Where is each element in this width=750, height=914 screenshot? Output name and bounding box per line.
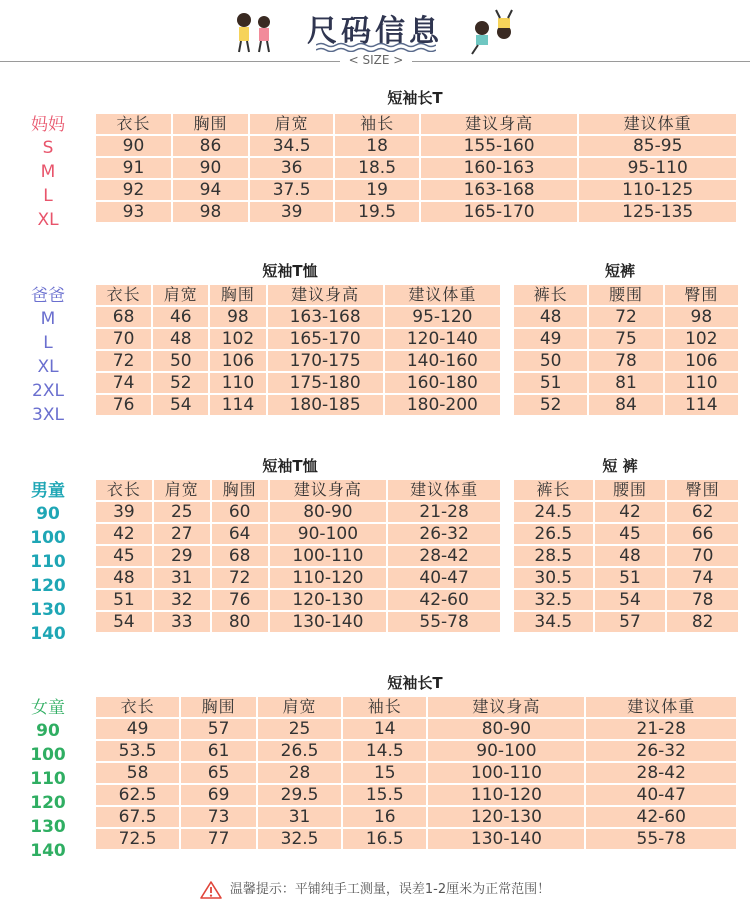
table-cell: 48 bbox=[595, 546, 666, 566]
column-header: 衣长 bbox=[96, 697, 179, 717]
girl-size-table bbox=[94, 695, 738, 851]
table-cell: 53.5 bbox=[96, 741, 179, 761]
table-cell: 95-120 bbox=[385, 307, 500, 327]
column-header: 袖长 bbox=[335, 114, 418, 134]
size-label: 100 bbox=[30, 745, 66, 765]
table-cell: 28.5 bbox=[514, 546, 593, 566]
table-cell: 42-60 bbox=[586, 807, 736, 827]
table-cell: 100-110 bbox=[428, 763, 584, 783]
table-cell: 34.5 bbox=[250, 136, 333, 156]
table-cell: 18 bbox=[335, 136, 418, 156]
table-cell: 65 bbox=[181, 763, 256, 783]
header-rule-left bbox=[0, 61, 340, 62]
dad-label: 爸爸 bbox=[31, 286, 65, 306]
table-row bbox=[96, 546, 500, 566]
table-cell: 106 bbox=[665, 351, 738, 371]
table-cell: 26-32 bbox=[586, 741, 736, 761]
table-cell: 54 bbox=[153, 395, 208, 415]
mom-label: 妈妈 bbox=[31, 115, 65, 135]
size-label: L bbox=[43, 186, 53, 206]
table-cell: 85-95 bbox=[579, 136, 736, 156]
table-row bbox=[514, 524, 738, 544]
table-cell: 61 bbox=[181, 741, 256, 761]
table-cell: 76 bbox=[96, 395, 151, 415]
table-row bbox=[96, 829, 736, 849]
table-cell: 90-100 bbox=[270, 524, 387, 544]
table-row bbox=[96, 351, 500, 371]
table-row bbox=[96, 307, 500, 327]
dad-pants-caption: 短裤 bbox=[604, 262, 635, 280]
dad-top-caption: 短袖T恤 bbox=[262, 262, 318, 280]
table-cell: 91 bbox=[96, 158, 171, 178]
table-cell: 28-42 bbox=[586, 763, 736, 783]
table-cell: 175-180 bbox=[268, 373, 383, 393]
table-cell: 42 bbox=[96, 524, 152, 544]
table-row bbox=[96, 395, 500, 415]
table-cell: 66 bbox=[667, 524, 738, 544]
table-row bbox=[514, 307, 738, 327]
table-cell: 180-200 bbox=[385, 395, 500, 415]
table-row bbox=[96, 807, 736, 827]
table-cell: 106 bbox=[210, 351, 265, 371]
column-header: 臀围 bbox=[667, 480, 738, 500]
table-row bbox=[96, 612, 500, 632]
size-label: 90 bbox=[36, 504, 60, 524]
table-row bbox=[514, 546, 738, 566]
table-cell: 81 bbox=[589, 373, 662, 393]
table-row bbox=[96, 202, 736, 222]
size-label: 130 bbox=[30, 817, 66, 837]
table-cell: 55-78 bbox=[388, 612, 500, 632]
table-cell: 163-168 bbox=[421, 180, 578, 200]
mom-caption: 短袖长T bbox=[387, 89, 443, 107]
table-row bbox=[514, 373, 738, 393]
table-cell: 31 bbox=[258, 807, 341, 827]
table-cell: 70 bbox=[667, 546, 738, 566]
table-cell: 45 bbox=[96, 546, 152, 566]
table-cell: 15 bbox=[343, 763, 426, 783]
table-cell: 49 bbox=[514, 329, 587, 349]
column-header: 肩宽 bbox=[258, 697, 341, 717]
table-cell: 130-140 bbox=[270, 612, 387, 632]
column-header: 臀围 bbox=[665, 285, 738, 305]
table-cell: 90 bbox=[96, 136, 171, 156]
table-cell: 46 bbox=[153, 307, 208, 327]
size-label: M bbox=[40, 162, 56, 182]
table-cell: 29 bbox=[154, 546, 210, 566]
table-cell: 26-32 bbox=[388, 524, 500, 544]
table-cell: 69 bbox=[181, 785, 256, 805]
table-row bbox=[514, 329, 738, 349]
table-header-row bbox=[96, 697, 736, 717]
table-cell: 95-110 bbox=[579, 158, 736, 178]
table-cell: 98 bbox=[210, 307, 265, 327]
table-cell: 165-170 bbox=[421, 202, 578, 222]
table-cell: 70 bbox=[96, 329, 151, 349]
table-cell: 100-110 bbox=[270, 546, 387, 566]
table-cell: 36 bbox=[250, 158, 333, 178]
table-cell: 24.5 bbox=[514, 502, 593, 522]
table-cell: 98 bbox=[173, 202, 248, 222]
table-cell: 28 bbox=[258, 763, 341, 783]
size-label: L bbox=[43, 333, 53, 353]
table-cell: 90-100 bbox=[428, 741, 584, 761]
table-header-row bbox=[96, 285, 500, 305]
table-cell: 92 bbox=[96, 180, 171, 200]
table-cell: 52 bbox=[153, 373, 208, 393]
table-cell: 98 bbox=[665, 307, 738, 327]
table-cell: 33 bbox=[154, 612, 210, 632]
size-label: 2XL bbox=[32, 381, 64, 401]
size-label: 120 bbox=[30, 793, 66, 813]
table-cell: 39 bbox=[96, 502, 152, 522]
table-row bbox=[96, 590, 500, 610]
table-cell: 110 bbox=[665, 373, 738, 393]
table-cell: 74 bbox=[667, 568, 738, 588]
table-cell: 37.5 bbox=[250, 180, 333, 200]
column-header: 肩宽 bbox=[153, 285, 208, 305]
table-row bbox=[514, 612, 738, 632]
table-row bbox=[96, 158, 736, 178]
size-tag: < SIZE > bbox=[348, 53, 404, 67]
table-row bbox=[96, 136, 736, 156]
size-label: S bbox=[42, 138, 54, 158]
table-cell: 120-140 bbox=[385, 329, 500, 349]
column-header: 胸围 bbox=[210, 285, 265, 305]
dad-top-table bbox=[94, 283, 502, 417]
wave-decoration-icon bbox=[316, 42, 436, 52]
table-header-row bbox=[96, 114, 736, 134]
table-cell: 48 bbox=[514, 307, 587, 327]
table-cell: 29.5 bbox=[258, 785, 341, 805]
table-cell: 54 bbox=[595, 590, 666, 610]
table-cell: 30.5 bbox=[514, 568, 593, 588]
table-cell: 130-140 bbox=[428, 829, 584, 849]
column-header: 建议体重 bbox=[586, 697, 736, 717]
note-text: 温馨提示：平铺纯手工测量，误差1-2厘米为正常范围！ bbox=[229, 882, 551, 897]
column-header: 胸围 bbox=[181, 697, 256, 717]
table-cell: 72 bbox=[589, 307, 662, 327]
size-label: 110 bbox=[30, 552, 66, 572]
table-cell: 54 bbox=[96, 612, 152, 632]
table-cell: 48 bbox=[96, 568, 152, 588]
table-cell: 19.5 bbox=[335, 202, 418, 222]
table-cell: 21-28 bbox=[388, 502, 500, 522]
table-cell: 45 bbox=[595, 524, 666, 544]
boy-pants-table bbox=[512, 478, 740, 634]
table-cell: 120-130 bbox=[270, 590, 387, 610]
column-header: 裤长 bbox=[514, 285, 587, 305]
table-cell: 114 bbox=[210, 395, 265, 415]
table-cell: 62 bbox=[667, 502, 738, 522]
column-header: 腰围 bbox=[589, 285, 662, 305]
column-header: 胸围 bbox=[173, 114, 248, 134]
column-header: 肩宽 bbox=[250, 114, 333, 134]
table-row bbox=[96, 741, 736, 761]
table-header-row bbox=[514, 480, 738, 500]
table-cell: 72 bbox=[212, 568, 268, 588]
column-header: 建议身高 bbox=[428, 697, 584, 717]
table-cell: 180-185 bbox=[268, 395, 383, 415]
table-cell: 80-90 bbox=[270, 502, 387, 522]
table-cell: 102 bbox=[665, 329, 738, 349]
size-label: 140 bbox=[30, 624, 66, 644]
table-cell: 64 bbox=[212, 524, 268, 544]
size-label: 3XL bbox=[32, 405, 64, 425]
table-row bbox=[96, 329, 500, 349]
table-cell: 51 bbox=[96, 590, 152, 610]
table-cell: 52 bbox=[514, 395, 587, 415]
table-cell: 102 bbox=[210, 329, 265, 349]
size-label: 90 bbox=[36, 721, 60, 741]
table-cell: 16 bbox=[343, 807, 426, 827]
table-cell: 39 bbox=[250, 202, 333, 222]
table-cell: 42-60 bbox=[388, 590, 500, 610]
table-cell: 32.5 bbox=[258, 829, 341, 849]
table-cell: 26.5 bbox=[514, 524, 593, 544]
size-label: 140 bbox=[30, 841, 66, 861]
table-cell: 42 bbox=[595, 502, 666, 522]
table-row bbox=[514, 502, 738, 522]
table-cell: 32.5 bbox=[514, 590, 593, 610]
table-row bbox=[96, 763, 736, 783]
column-header: 建议身高 bbox=[421, 114, 578, 134]
table-cell: 50 bbox=[153, 351, 208, 371]
table-cell: 74 bbox=[96, 373, 151, 393]
table-cell: 140-160 bbox=[385, 351, 500, 371]
size-label: 130 bbox=[30, 600, 66, 620]
mom-size-table bbox=[94, 112, 738, 224]
table-cell: 55-78 bbox=[586, 829, 736, 849]
table-cell: 26.5 bbox=[258, 741, 341, 761]
column-header: 建议体重 bbox=[579, 114, 736, 134]
table-row bbox=[96, 524, 500, 544]
column-header: 建议体重 bbox=[388, 480, 500, 500]
table-cell: 40-47 bbox=[388, 568, 500, 588]
table-cell: 34.5 bbox=[514, 612, 593, 632]
table-cell: 68 bbox=[212, 546, 268, 566]
table-cell: 67.5 bbox=[96, 807, 179, 827]
table-cell: 110-120 bbox=[428, 785, 584, 805]
size-label: 100 bbox=[30, 528, 66, 548]
girl-label: 女童 bbox=[31, 698, 65, 718]
header-rule-right bbox=[412, 61, 750, 62]
table-cell: 94 bbox=[173, 180, 248, 200]
table-cell: 76 bbox=[212, 590, 268, 610]
table-cell: 77 bbox=[181, 829, 256, 849]
table-cell: 160-163 bbox=[421, 158, 578, 178]
column-header: 袖长 bbox=[343, 697, 426, 717]
table-header-row bbox=[514, 285, 738, 305]
table-cell: 48 bbox=[153, 329, 208, 349]
table-cell: 80 bbox=[212, 612, 268, 632]
table-row bbox=[96, 180, 736, 200]
table-cell: 16.5 bbox=[343, 829, 426, 849]
table-cell: 51 bbox=[514, 373, 587, 393]
table-cell: 14 bbox=[343, 719, 426, 739]
size-label: M bbox=[40, 309, 56, 329]
table-cell: 19 bbox=[335, 180, 418, 200]
size-label: 110 bbox=[30, 769, 66, 789]
table-cell: 73 bbox=[181, 807, 256, 827]
table-cell: 31 bbox=[154, 568, 210, 588]
table-cell: 90 bbox=[173, 158, 248, 178]
column-header: 衣长 bbox=[96, 480, 152, 500]
table-cell: 58 bbox=[96, 763, 179, 783]
table-cell: 86 bbox=[173, 136, 248, 156]
table-row bbox=[96, 568, 500, 588]
table-row bbox=[514, 568, 738, 588]
table-cell: 62.5 bbox=[96, 785, 179, 805]
column-header: 裤长 bbox=[514, 480, 593, 500]
column-header: 建议身高 bbox=[270, 480, 387, 500]
table-cell: 32 bbox=[154, 590, 210, 610]
table-cell: 165-170 bbox=[268, 329, 383, 349]
size-label: 120 bbox=[30, 576, 66, 596]
size-label: XL bbox=[37, 357, 59, 377]
table-cell: 57 bbox=[181, 719, 256, 739]
boy-pants-caption: 短 裤 bbox=[602, 457, 638, 475]
table-cell: 72 bbox=[96, 351, 151, 371]
table-cell: 82 bbox=[667, 612, 738, 632]
table-cell: 75 bbox=[589, 329, 662, 349]
table-row bbox=[96, 719, 736, 739]
warning-icon bbox=[200, 881, 222, 899]
dad-pants-table bbox=[512, 283, 740, 417]
column-header: 建议身高 bbox=[268, 285, 383, 305]
table-cell: 14.5 bbox=[343, 741, 426, 761]
table-cell: 15.5 bbox=[343, 785, 426, 805]
girl-caption: 短袖长T bbox=[387, 674, 443, 692]
table-cell: 72.5 bbox=[96, 829, 179, 849]
column-header: 胸围 bbox=[212, 480, 268, 500]
table-cell: 120-130 bbox=[428, 807, 584, 827]
table-cell: 49 bbox=[96, 719, 179, 739]
table-cell: 25 bbox=[154, 502, 210, 522]
table-cell: 155-160 bbox=[421, 136, 578, 156]
table-cell: 114 bbox=[665, 395, 738, 415]
column-header: 肩宽 bbox=[154, 480, 210, 500]
table-row bbox=[96, 502, 500, 522]
size-label: XL bbox=[37, 210, 59, 230]
column-header: 衣长 bbox=[96, 285, 151, 305]
measurement-note bbox=[0, 878, 750, 899]
table-cell: 110-125 bbox=[579, 180, 736, 200]
table-cell: 163-168 bbox=[268, 307, 383, 327]
table-cell: 125-135 bbox=[579, 202, 736, 222]
boy-label: 男童 bbox=[31, 481, 65, 501]
kids-illustration-right-icon bbox=[468, 8, 518, 56]
table-cell: 60 bbox=[212, 502, 268, 522]
table-cell: 110-120 bbox=[270, 568, 387, 588]
table-row bbox=[514, 351, 738, 371]
table-cell: 170-175 bbox=[268, 351, 383, 371]
table-cell: 18.5 bbox=[335, 158, 418, 178]
table-cell: 25 bbox=[258, 719, 341, 739]
table-cell: 28-42 bbox=[388, 546, 500, 566]
table-cell: 78 bbox=[667, 590, 738, 610]
table-cell: 50 bbox=[514, 351, 587, 371]
table-row bbox=[514, 590, 738, 610]
table-cell: 110 bbox=[210, 373, 265, 393]
table-cell: 84 bbox=[589, 395, 662, 415]
table-cell: 160-180 bbox=[385, 373, 500, 393]
column-header: 腰围 bbox=[595, 480, 666, 500]
table-cell: 21-28 bbox=[586, 719, 736, 739]
table-row bbox=[96, 785, 736, 805]
boy-top-table bbox=[94, 478, 502, 634]
table-cell: 51 bbox=[595, 568, 666, 588]
column-header: 衣长 bbox=[96, 114, 171, 134]
table-row bbox=[96, 373, 500, 393]
boy-top-caption: 短袖T恤 bbox=[262, 457, 318, 475]
table-row bbox=[514, 395, 738, 415]
table-cell: 27 bbox=[154, 524, 210, 544]
table-cell: 57 bbox=[595, 612, 666, 632]
table-cell: 93 bbox=[96, 202, 171, 222]
page-title: 尺码信息 bbox=[307, 14, 443, 49]
table-cell: 78 bbox=[589, 351, 662, 371]
table-cell: 80-90 bbox=[428, 719, 584, 739]
table-header-row bbox=[96, 480, 500, 500]
table-cell: 68 bbox=[96, 307, 151, 327]
table-cell: 40-47 bbox=[586, 785, 736, 805]
column-header: 建议体重 bbox=[385, 285, 500, 305]
